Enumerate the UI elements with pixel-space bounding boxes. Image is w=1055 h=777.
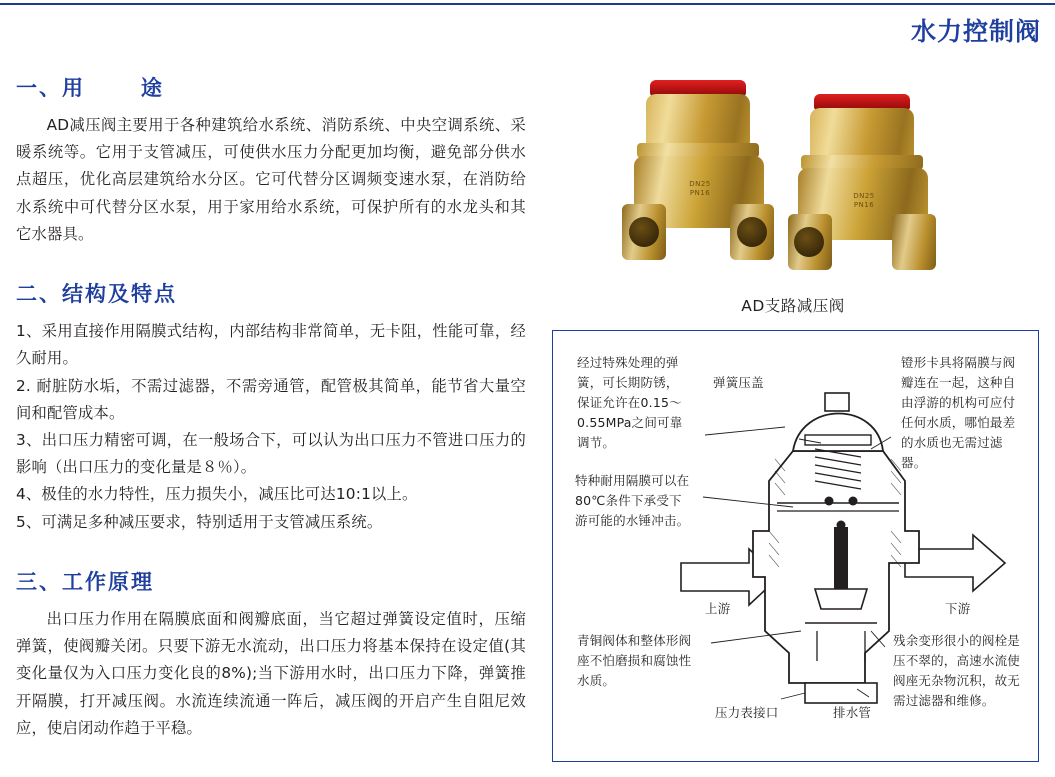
valve-marking-size-2: DN25 — [853, 192, 875, 200]
valve-product-photo — [546, 62, 1040, 280]
left-content-column — [16, 72, 526, 742]
cutaway-diagram-panel — [552, 330, 1039, 762]
valve-inlet-bore-2 — [794, 227, 824, 257]
page-title: 水力控制阀 — [910, 17, 1041, 46]
valve-marking-2 — [844, 192, 884, 210]
section-2-item-4: 4、极佳的水力特性，压力损失小，减压比可达10:1以上。 — [16, 485, 418, 504]
diagram-label-drain-pipe: 排水管 — [833, 705, 872, 720]
diagram-label-spring-cover: 弹簧压盖 — [713, 375, 764, 390]
section-2-item-3: 3、出口压力精密可调，在一般场合下，可以认为出口压力不管进口压力的影响（出口压力的变化量是８％）。 — [16, 430, 526, 477]
diagram-note-seat: 残余变形很小的阀栓是压不翠的，高速水流使阀座无杂物沉积，故无需过滤器和维修。 — [893, 633, 1021, 708]
section-2-title: 二、结构及特点 — [16, 282, 177, 307]
section-2-item-2: 2. 耐脏防水垢，不需过滤器，不需旁通管，配管极其简单，能节省大量空间和配管成本。 — [16, 376, 526, 422]
section-1-title: 一、用 途 — [16, 76, 164, 100]
valve-marking-pressure-2: PN16 — [853, 200, 875, 209]
diagram-label-gauge-port: 压力表接口 — [715, 705, 779, 720]
diagram-note-body: 青铜阀体和整体形阀座不怕磨损和腐蚀性水质。 — [577, 633, 692, 688]
section-3-title: 三、工作原理 — [16, 569, 154, 594]
valve-marking-pressure: PN16 — [689, 188, 711, 197]
valve-inlet-bore — [629, 217, 659, 247]
diagram-label-upstream: 上游 — [705, 601, 731, 616]
section-1-paragraph: AD减压阀主要用于各种建筑给水系统、消防系统、中央空调系统、采暖系统等。它用于支管减压，可使供水压力分配更加均衡，避免部分供水点超压，优化高层建筑给水分区。它可代替分区调频变速水泵，在消防给水系统中可代替分区水泵，用于家用给水系统，可保护所有的水龙头和其它水器具。 — [16, 116, 526, 243]
photo-caption: AD支路减压阀 — [741, 297, 845, 315]
valve-outlet-bore — [737, 217, 767, 247]
diagram-note-diaphragm: 特种耐用隔膜可以在80℃条件下承受下游可能的水锤冲击。 — [575, 473, 690, 528]
section-3-paragraph: 出口压力作用在隔膜底面和阀瓣底面，当它超过弹簧设定值时，压缩弹簧，使阀瓣关闭。只要下游无水流动，出口压力将基本保持在设定值(其变化量仅为入口压力变化良的8%);当下游用水时，出口压力下降，弹簧推开隔膜，打开减压阀。水流连续流通一阵后，减压阀的开启产生自阻尼效应，使启闭动作趋于平稳。 — [16, 609, 526, 737]
right-content-column — [546, 62, 1040, 316]
diagram-label-downstream: 下游 — [945, 601, 971, 616]
header-divider — [0, 3, 1055, 5]
section-2-item-5: 5、可满足多种减压要求，特别适用于支管减压系统。 — [16, 512, 383, 531]
diagram-note-clamp: 镫形卡具将隔膜与阀瓣连在一起，这种自由浮游的机构可应付任何水质，哪怕最差的水质也无需过滤器。 — [901, 355, 1016, 470]
valve-photo-rear — [796, 90, 931, 280]
valve-bonnet-2 — [810, 108, 914, 160]
section-2-item-1: 1、采用直接作用隔膜式结构，内部结构非常简单，无卡阻，性能可靠，经久耐用。 — [16, 322, 526, 368]
valve-marking-1 — [680, 180, 720, 198]
diagram-note-spring: 经过特殊处理的弹簧，可长期防锈，保证允许在0.15～0.55MPa之间可靠调节。 — [577, 355, 683, 450]
valve-photo-front — [632, 80, 767, 280]
valve-bonnet — [646, 94, 750, 146]
valve-marking-size: DN25 — [689, 180, 711, 188]
page-header — [0, 0, 1055, 56]
valve-outlet-port-2 — [892, 214, 936, 270]
